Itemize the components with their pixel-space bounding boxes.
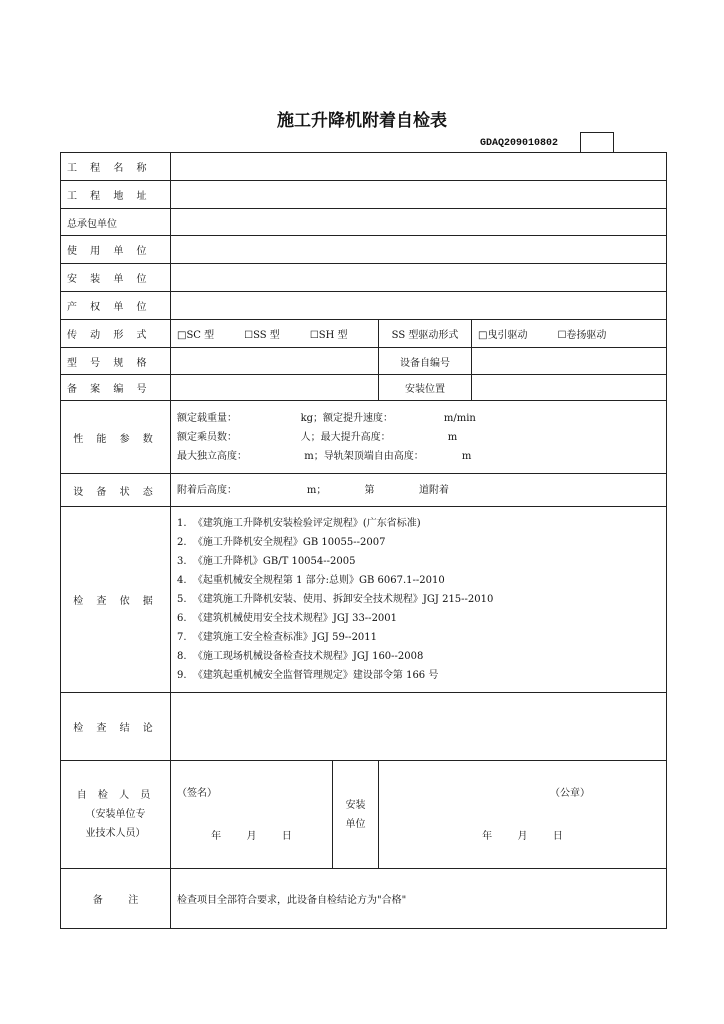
label-status: 设 备 状 态 (61, 474, 171, 507)
remark-text: 检查项目全部符合要求，此设备自检结论方为"合格" (171, 869, 667, 929)
label-project-address: 工 程 地 址 (61, 181, 171, 209)
label-drive-type: 传 动 形 式 (61, 320, 171, 348)
basis-item: 6. 《建筑机械使用安全技术规程》JGJ 33--2001 (177, 613, 398, 624)
label-user-unit: 使 用 单 位 (61, 236, 171, 264)
label-model: 型 号 规 格 (61, 348, 171, 375)
inspector-line: （安装单位专 (85, 809, 146, 820)
record-no-field[interactable] (171, 375, 379, 401)
signature-field[interactable] (171, 761, 333, 869)
page-title: 施工升降机附着自检表 (277, 111, 447, 131)
form-code: GDAQ209010802 (480, 138, 559, 149)
label-ss-drive: SS 型驱动形式 (379, 320, 472, 348)
conclusion-field[interactable] (171, 693, 667, 761)
option-sc[interactable]: □SC 型 (177, 330, 215, 341)
label-device-no: 设备自编号 (379, 348, 472, 375)
install-location-field[interactable] (472, 375, 667, 401)
seal-label: （公章） (550, 787, 590, 799)
label-conclusion: 检 查 结 论 (61, 693, 171, 761)
option-sh[interactable]: ☐SH 型 (309, 330, 348, 341)
label-owner-unit: 产 权 单 位 (61, 292, 171, 320)
inspector-line: 自 检 人 员 (76, 790, 155, 801)
inspector-line: 业技术人员） (85, 828, 146, 839)
install-unit-line: 安装 (345, 799, 366, 811)
basis-item: 2. 《施工升降机安全规程》GB 10055--2007 (177, 537, 386, 548)
performance-field[interactable] (171, 401, 667, 474)
inspection-table (60, 152, 667, 929)
inspector-date: 年 月 日 (211, 830, 292, 842)
install-unit-field[interactable] (171, 264, 667, 292)
basis-item: 4. 《起重机械安全规程第 1 部分:总则》GB 6067.1--2010 (177, 575, 445, 586)
basis-item: 5. 《建筑施工升降机安装、使用、拆卸安全技术规程》JGJ 215--2010 (177, 594, 494, 605)
general-contractor-field[interactable] (171, 209, 667, 236)
label-general-contractor: 总承包单位 (61, 209, 171, 236)
code-box[interactable] (580, 132, 614, 153)
option-traction[interactable]: □曳引驱动 (478, 330, 528, 341)
user-unit-field[interactable] (171, 236, 667, 264)
project-name-field[interactable] (171, 153, 667, 181)
status-line: 附着后高度： m； 第 道附着 (177, 484, 450, 496)
label-project-name: 工 程 名 称 (61, 153, 171, 181)
install-unit-line: 单位 (345, 818, 366, 830)
unit-date: 年 月 日 (482, 830, 563, 842)
label-basis: 检 查 依 据 (61, 507, 171, 693)
device-no-field[interactable] (472, 348, 667, 375)
option-winch[interactable]: ☐卷扬驱动 (557, 330, 607, 341)
owner-unit-field[interactable] (171, 292, 667, 320)
drive-options (171, 320, 379, 348)
label-install-location: 安装位置 (379, 375, 472, 401)
ss-drive-options (472, 320, 667, 348)
basis-item: 8. 《施工现场机械设备检查技术规程》JGJ 160--2008 (177, 651, 424, 662)
basis-item: 7. 《建筑施工安全检查标准》JGJ 59--2011 (177, 632, 378, 643)
label-record-no: 备 案 编 号 (61, 375, 171, 401)
model-field[interactable] (171, 348, 379, 375)
basis-list (171, 507, 667, 693)
basis-item: 3. 《施工升降机》GB/T 10054--2005 (177, 556, 356, 567)
status-field[interactable] (171, 474, 667, 507)
label-remark: 备 注 (61, 869, 171, 929)
perf-line: 额定乘员数： 人；最大提升高度： m (177, 431, 458, 443)
basis-item: 9. 《建筑起重机械安全监督管理规定》建设部令第 166 号 (177, 670, 439, 681)
label-install-unit-short (333, 761, 379, 869)
perf-line: 额定载重量： kg；额定提升速度： m/min (177, 412, 476, 424)
label-inspector (61, 761, 171, 869)
option-ss[interactable]: ☐SS 型 (244, 330, 280, 341)
label-performance: 性 能 参 数 (61, 401, 171, 474)
seal-field[interactable] (379, 761, 667, 869)
perf-line: 最大独立高度： m；导轨架顶端自由高度： m (177, 450, 472, 462)
project-address-field[interactable] (171, 181, 667, 209)
label-install-unit: 安 装 单 位 (61, 264, 171, 292)
signature-label: （签名） (177, 787, 217, 799)
basis-item: 1. 《建筑施工升降机安装检验评定规程》(广东省标准) (177, 518, 421, 529)
